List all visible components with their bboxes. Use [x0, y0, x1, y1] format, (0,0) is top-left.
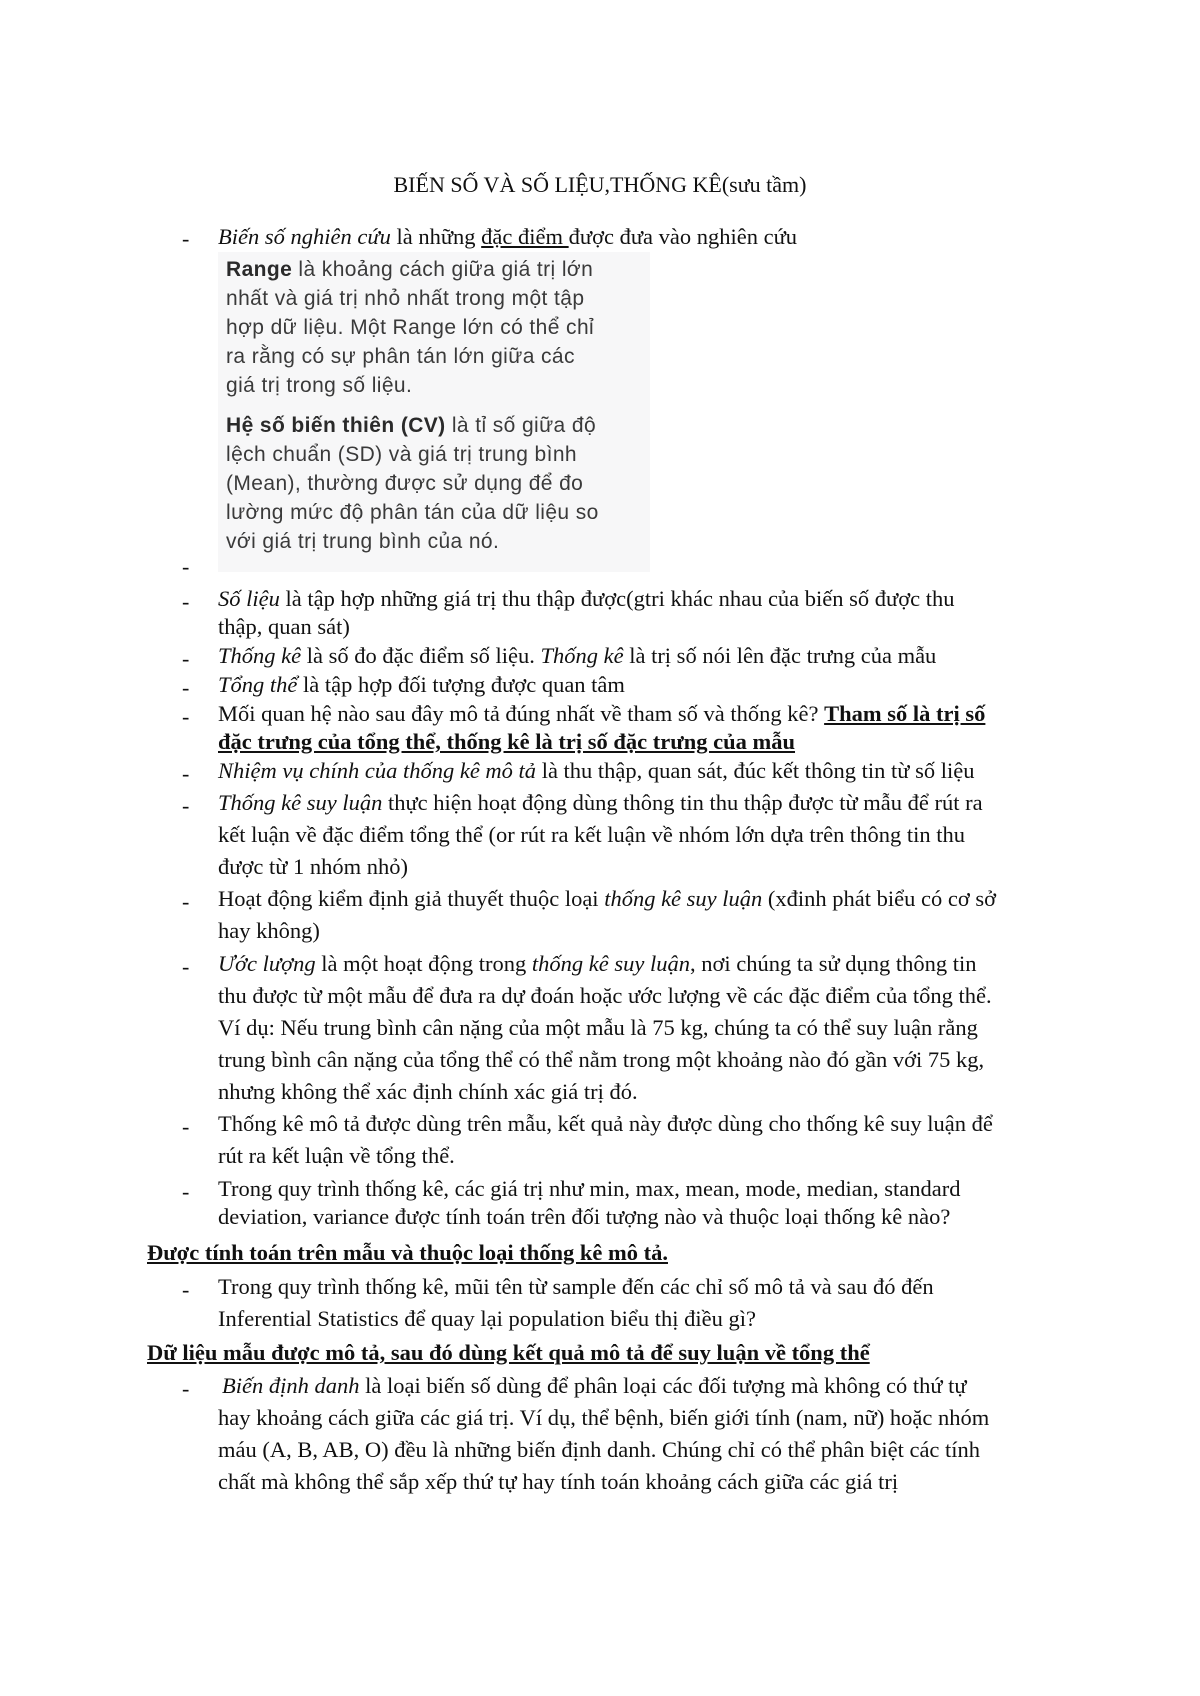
item-nominal-variable — [222, 1373, 967, 1399]
text: Hoạt động kiểm định giả thuyết thuộc loại — [218, 886, 605, 911]
text: , nơi chúng ta sử dụng thông tin — [689, 951, 977, 976]
term: Thống kê suy luận — [218, 790, 383, 815]
text-line: được từ 1 nhóm nhỏ) — [218, 854, 409, 879]
bullet-dash: - — [182, 675, 190, 700]
text-line: kết luận về đặc điểm tổng thể (or rút ra kết luận về nhóm lớn dựa trên thông tin thu — [218, 822, 966, 847]
bullet-dash: - — [182, 793, 190, 818]
answer-heading: Dữ liệu mẫu được mô tả, sau đó dùng kết quả mô tả để suy luận về tổng thể — [147, 1340, 870, 1365]
text-line: hay khoảng cách giữa các giá trị. Ví dụ, thể bệnh, biến giới tính (nam, nữ) hoặc nhóm — [218, 1405, 990, 1430]
answer-text: đặc trưng của tổng thể, thống kê là trị số đặc trưng của mẫu — [218, 729, 796, 754]
text: (xđinh phát biểu có cơ sở — [762, 886, 997, 911]
item-descriptive-usage: Thống kê mô tả được dùng trên mẫu, kết quả này được dùng cho thống kê suy luận để — [218, 1111, 993, 1136]
embedded-screenshot — [218, 252, 650, 572]
bullet-dash: - — [182, 1114, 190, 1139]
text-line: nhưng không thể xác định chính xác giá trị đó. — [218, 1079, 638, 1104]
text: là một hoạt động trong — [315, 951, 532, 976]
text: là trị số nói lên đặc trưng của mẫu — [623, 643, 937, 668]
term: thống kê suy luận — [531, 951, 690, 976]
bold-term: Range — [226, 258, 293, 281]
term-variable: Biến số nghiên cứu — [218, 224, 391, 249]
term: thống kê suy luận — [604, 886, 763, 911]
answer-text: Tham số là trị số — [824, 701, 986, 726]
term: Nhiệm vụ chính của thống kê mô tả — [218, 758, 537, 783]
bullet-dash: - — [182, 1277, 190, 1302]
bullet-dash: - — [182, 1376, 190, 1401]
item-population-definition — [218, 672, 625, 698]
bullet-dash: - — [182, 554, 190, 579]
item-descriptive-task — [218, 758, 974, 784]
document-title: BIẾN SỐ VÀ SỐ LIỆU,THỐNG KÊ(sưu tầm) — [393, 172, 807, 197]
screenshot-line: (Mean), thường được sử dụng để đo — [226, 472, 584, 495]
text-line: thập, quan sát) — [218, 614, 350, 639]
text: là số đo đặc điểm số liệu. — [301, 643, 541, 668]
item-arrow-question: Trong quy trình thống kê, mũi tên từ sample đến các chỉ số mô tả và sau đó đến — [218, 1274, 934, 1299]
text-line: Ví dụ: Nếu trung bình cân nặng của một mẫu là 75 kg, chúng ta có thể suy luận rằng — [218, 1015, 978, 1040]
underlined-text: đặc điểm — [481, 224, 569, 249]
bullet-dash: - — [182, 761, 190, 786]
text: là loại biến số dùng để phân loại các đối tượng mà không có thứ tự — [359, 1373, 967, 1398]
text-line: máu (A, B, AB, O) đều là những biến định danh. Chúng chỉ có thể phân biệt các tính — [218, 1437, 981, 1462]
item-estimation — [218, 951, 977, 977]
screenshot-line: ra rằng có sự phân tán lớn giữa các — [226, 345, 575, 368]
item-inferential-definition — [218, 790, 983, 816]
item-data-definition — [218, 586, 955, 612]
bullet-dash: - — [182, 704, 190, 729]
term: Số liệu — [218, 586, 280, 611]
item-variable-definition — [218, 224, 797, 250]
bullet-dash: - — [182, 589, 190, 614]
bullet-dash: - — [182, 1179, 190, 1204]
text: là những — [390, 224, 482, 249]
screenshot-line: nhất và giá trị nhỏ nhất trong một tập — [226, 287, 585, 310]
text-line: thu được từ một mẫu để đưa ra dự đoán hoặc ước lượng về các đặc điểm của tổng thể. — [218, 983, 992, 1008]
screenshot-line — [226, 258, 593, 282]
screenshot-line — [226, 414, 596, 438]
term: Thống kê — [218, 643, 302, 668]
screenshot-line: lường mức độ phân tán của dữ liệu so — [226, 501, 599, 524]
bullet-dash: - — [182, 889, 190, 914]
text-line: hay không) — [218, 918, 320, 943]
item-hypothesis-testing — [218, 886, 996, 912]
text: là tập hợp đối tượng được quan tâm — [297, 672, 625, 697]
text: là tỉ số giữa độ — [445, 414, 597, 437]
bullet-dash: - — [182, 226, 190, 251]
text: được đưa vào nghiên cứu — [568, 224, 798, 249]
answer-heading: Được tính toán trên mẫu và thuộc loại thống kê mô tả. — [147, 1240, 668, 1265]
screenshot-line: giá trị trong số liệu. — [226, 374, 413, 397]
text: là thu thập, quan sát, đúc kết thông tin từ số liệu — [536, 758, 975, 783]
text-line: Inferential Statistics để quay lại population biểu thị điều gì? — [218, 1306, 756, 1331]
screenshot-line: với giá trị trung bình của nó. — [226, 530, 500, 553]
bullet-dash: - — [182, 954, 190, 979]
screenshot-line: lệch chuẩn (SD) và giá trị trung bình — [226, 443, 577, 466]
screenshot-line: hợp dữ liệu. Một Range lớn có thể chỉ — [226, 316, 595, 339]
text: Mối quan hệ nào sau đây mô tả đúng nhất về tham số và thống kê? — [218, 701, 825, 726]
text-line: chất mà không thể sắp xếp thứ tự hay tính toán khoảng cách giữa các giá trị — [218, 1469, 899, 1494]
text: là khoảng cách giữa giá trị lớn — [292, 258, 594, 281]
item-statistic-definition — [218, 643, 936, 669]
text-line: deviation, variance được tính toán trên đối tượng nào và thuộc loại thống kê nào? — [218, 1204, 951, 1229]
text: là tập hợp những giá trị thu thập được(gtri khác nhau của biến số được thu — [279, 586, 955, 611]
bold-term: Hệ số biến thiên (CV) — [226, 414, 446, 437]
term: Ước lượng — [218, 951, 316, 976]
text-line: trung bình cân nặng của tổng thể có thể nằm trong một khoảng nào đó gần với 75 kg, — [218, 1047, 985, 1072]
text: thực hiện hoạt động dùng thông tin thu thập được từ mẫu để rút ra — [382, 790, 983, 815]
term: Tổng thể — [218, 672, 298, 697]
bullet-dash: - — [182, 646, 190, 671]
item-statistics-question: Trong quy trình thống kê, các giá trị như min, max, mean, mode, median, standard — [218, 1176, 961, 1201]
item-parameter-question — [218, 701, 985, 727]
text-line: rút ra kết luận về tổng thể. — [218, 1143, 455, 1168]
term: Thống kê — [540, 643, 624, 668]
term: Biến định danh — [222, 1373, 360, 1398]
